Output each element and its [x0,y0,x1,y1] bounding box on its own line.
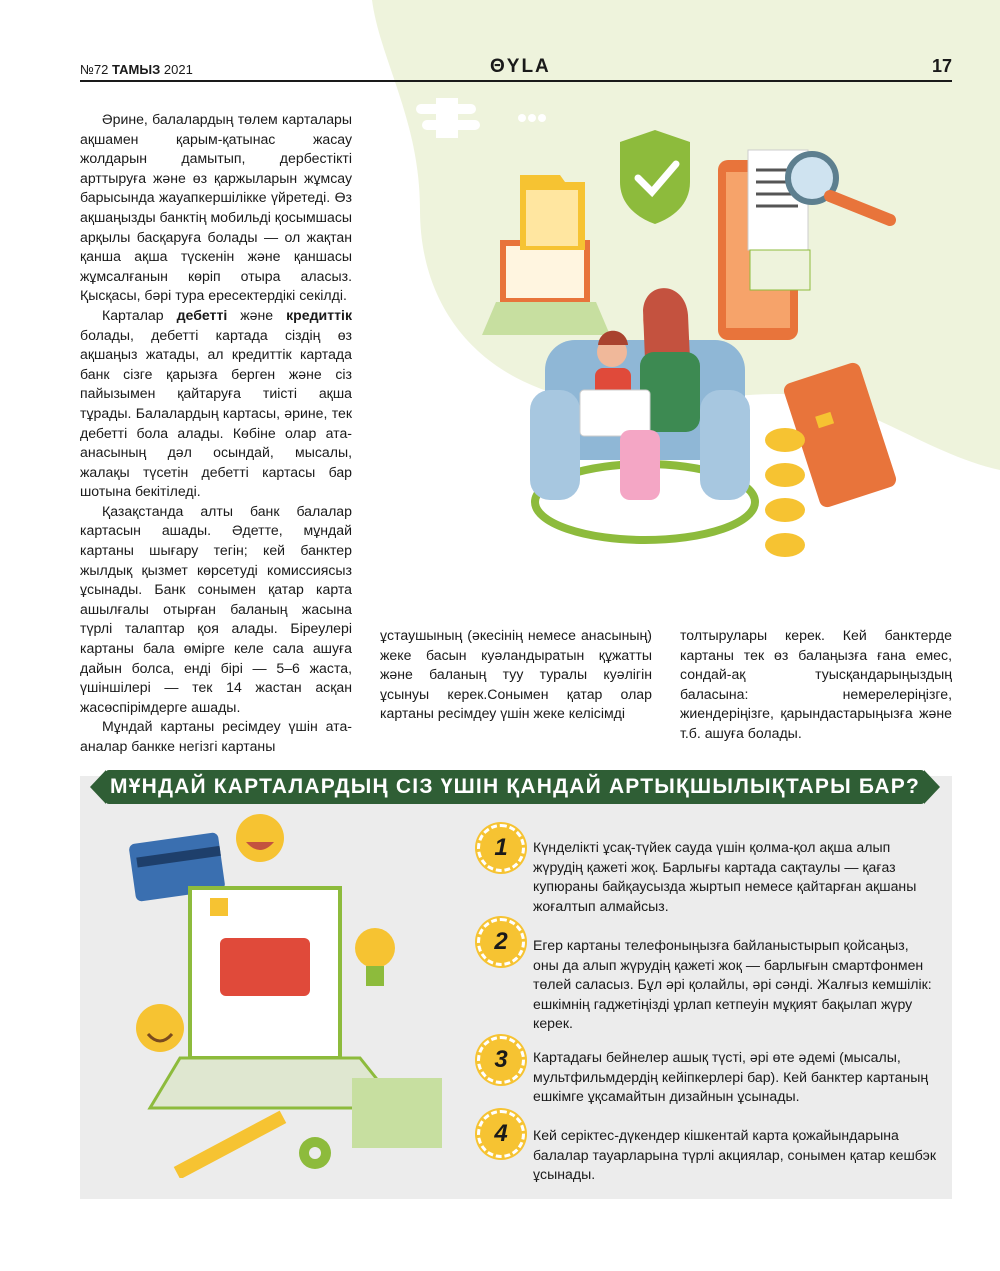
laptop-folder-icon [482,175,610,335]
paragraph: Әрине, балалардың төлем карталары ақшамен қарым-қатынас жасау жолдарын дамытып, дербестікті арттыруға және өз қаржыларын жұмсау барысында жауапкершілікке үйретеді. Өз ақшаңызды банктің мобильді қосымшасы арқылы басқаруға болады — ол жақтан қанша ақша түскенін және қаншасы жұмсалғанын көріп отыра аласыз. Қысқасы, бәрі тура ересектердікі секілді. [80,111,352,304]
family-banking-illustration [400,90,960,560]
paragraph: Мұндай картаны ресімдеу үшін ата-аналар банкке негізгі картаны [80,718,352,754]
online-payment-illustration [110,808,460,1178]
text-run: Карталар [102,306,177,323]
page-header [80,56,952,82]
paragraph: Қазақстанда алты банк балалар картасын ашады. Әдетте, мұндай картаны шығару тегін; кей банктер жылдық қызмет көрсетуді комиссиясыз ұсынады. Банк сонымен қатар карта ашылғалы отырған баланың жасына түрлі талаптар қоя алады. Біреулері картаны бала өмірге келе сала ашуға дайын болса, енді бірі — 5–6 жаста, үшіншілері — тек 14 жастан асқан жасөспірімдерге ашады. [80,502,352,715]
text-column-1 [80,110,352,757]
text-run: және [227,306,287,323]
number-badge: 4 [477,1110,525,1158]
paragraph: толтырулары керек. Кей банктерде картаны тек өз балаңызға ғана емес, сондай-ақ туысқандарыңыздың баласына: немерелеріңізге, жиендеріңізге, қарындастарыңызға және т.б. ашуға болады. [680,627,952,741]
paragraph: ұстаушының (әкесінің немесе анасының) жеке басын куәландыратын құжатты және баланың туу туралы куәлігін ұсынуы керек.Сонымен қатар олар картаны ресімдеу үшін жеке келісімді [380,627,652,722]
advantages-banner: МҰНДАЙ КАРТАЛАРДЫҢ СІЗ ҮШІН ҚАНДАЙ АРТЫҚШЫЛЫҚТАРЫ БАР? [105,770,925,804]
shield-check-icon [620,130,690,224]
banner-left-tip [90,770,106,804]
banner-right-tip [924,770,940,804]
winking-emoji-icon [136,1004,184,1052]
lightbulb-icon [355,928,395,986]
paragraph-card-types [80,306,352,502]
code-panel [352,1078,442,1148]
advantage-text: Егер картаны телефоныңызға байланыстырып қойсаңыз, оны да алып жүрудің қажеті жоқ — барлығын смартфонмен төлей саласыз. Бұл әрі қолайлы, әрі сәнді. Жалғыз кемшілік: ешкімнің гаджетіңізді ұрлап кетпеуін мұқият бақылап жүру керек. [533,937,932,1032]
issue-month: ТАМЫЗ [112,62,161,77]
advantage-text: Күнделікті ұсақ-түйек сауда үшін қолма-қол ақша алып жүрудің қажеті жоқ. Барлығы картада сақтаулы — қағаз купюраны байқаусызда жыртып немесе қайтарған ақшаны жоғалтып алмайсыз. [533,839,917,914]
issue-year: 2021 [163,62,193,77]
issue-info [80,62,193,77]
coins-icon [765,428,805,557]
issue-number: №72 [80,62,109,77]
text-column-2 [380,626,652,724]
text-column-3 [680,626,952,744]
number-badge: 1 [477,824,525,872]
signpost-icon [416,98,480,138]
number-badge: 2 [477,918,525,966]
laughing-emoji-icon [236,814,284,862]
page-number: 17 [931,56,952,76]
keyword-credit: кредиттік [286,306,352,323]
advantage-text: Картадағы бейнелер ашық түсті, әрі өте әдемі (мысалы, мультфильмдердің кейіпкерлері бар). Кей банктер картаның ешкімге ұқсамайтын дизайнын ұсынады. [533,1049,929,1105]
header-rule [80,80,952,82]
red-card-icon [220,938,310,996]
keyword-debit: дебетті [176,306,228,323]
number-badge: 3 [477,1036,525,1084]
ruler-icon [174,1111,287,1178]
magazine-logo: ΘYLA [490,56,551,77]
text-run: болады, дебетті картада сіздің өз ақшаңыз жатады, ал кредиттік картада банк сізге қарызға берген және сіз пайызымен қайтаруға тиісті ақша тұрады. Балалардың картасы, әрине, тек дебетті бола алады. Көбіне олар ата-анасының дәл осындай, мысалы, жалақы түсетін дебетті картасы бар шотына бекітіледі. [80,326,352,500]
gear-icon [299,1137,331,1169]
advantage-text: Кей серіктес-дүкендер кішкентай карта қожайындарына балалар тауарларына түрлі акциялар, сонымен қатар кешбэк ұсынады. [533,1127,937,1183]
